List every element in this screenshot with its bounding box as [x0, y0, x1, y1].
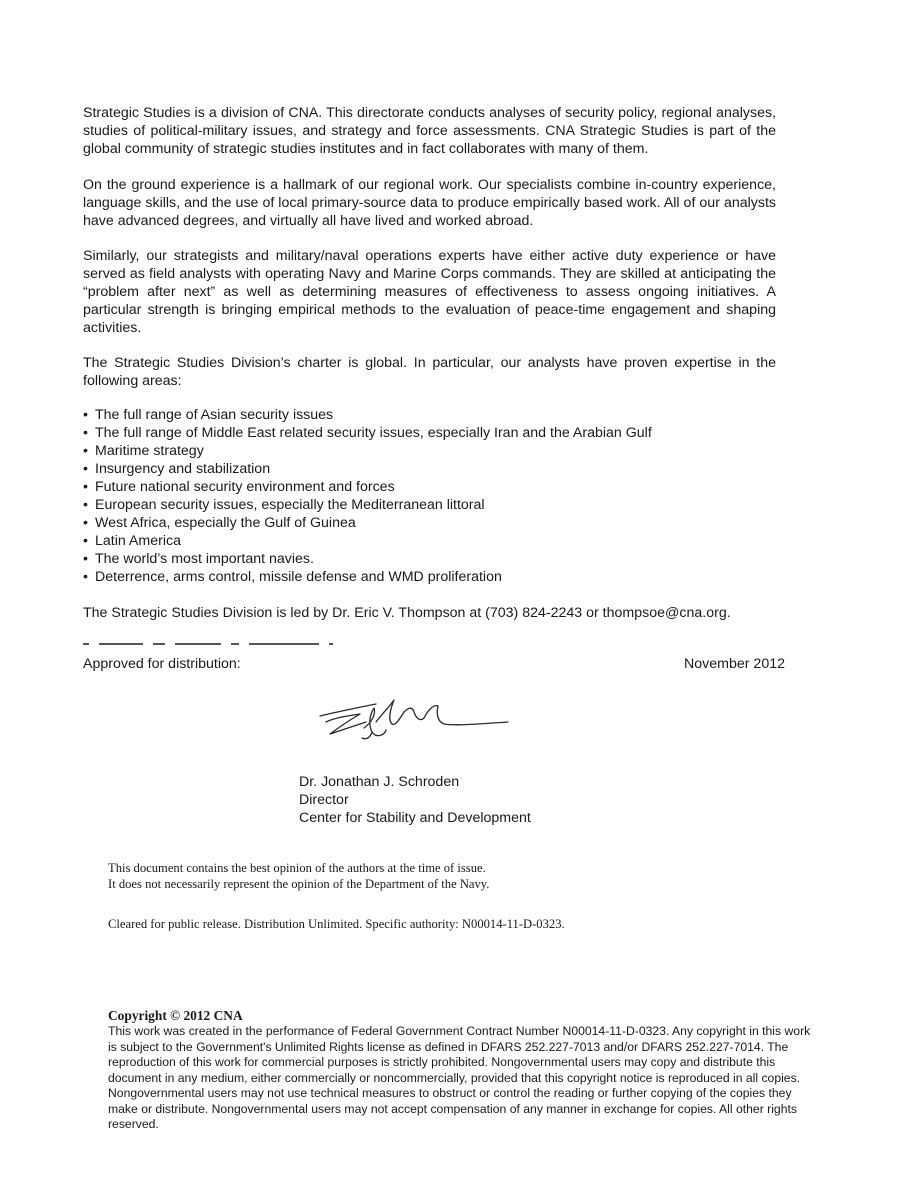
expertise-list: [83, 406, 783, 586]
disclaimer-line-1: This document contains the best opinion of the authors at the time of issue.: [108, 861, 486, 875]
list-item: • The full range of Middle East related security issues, especially Iran and the Arabian Gulf: [83, 425, 652, 441]
approval-label: Approved for distribution:: [83, 656, 241, 672]
intro-paragraph-4: The Strategic Studies Division’s charter is global. In particular, our analysts have proven expertise in the following areas:: [83, 355, 776, 389]
bullet-icon: •: [83, 425, 88, 441]
list-item: • Latin America: [83, 533, 181, 549]
signer-title: Director: [299, 792, 349, 808]
release-statement: Cleared for public release. Distribution Unlimited. Specific authority: N00014-11-D-0323.: [108, 917, 565, 931]
list-item: • Maritime strategy: [83, 443, 204, 459]
signer-name: Dr. Jonathan J. Schroden: [299, 774, 460, 790]
approval-date: November 2012: [684, 656, 785, 672]
bullet-icon: •: [83, 569, 88, 585]
intro-paragraph-1: Strategic Studies is a division of CNA. This directorate conducts analyses of security policy, regional analyses, studies of political-military issues, and strategy and force assessments. CNA Strategic Studies is part of the global community of strategic studies institutes and in fact collaborates with many of them.: [83, 105, 776, 157]
list-item: • European security issues, especially the Mediterranean littoral: [83, 497, 485, 513]
disclaimer-line-2: It does not necessarily represent the opinion of the Department of the Navy.: [108, 877, 490, 891]
list-item: • Future national security environment and forces: [83, 479, 395, 495]
bullet-icon: •: [83, 461, 88, 477]
bullet-icon: •: [83, 533, 88, 549]
disclaimer-block: [108, 860, 489, 892]
intro-paragraph-3: Similarly, our strategists and military/naval operations experts have either active duty experience or have served as field analysts with operating Navy and Marine Corps commands. They are skilled at anticipating the “problem after next” as well as determining measures of effectiveness to assess ongoing initiatives. A particular strength is bringing empirical methods to the evaluation of peace-time engagement and shaping activities.: [83, 248, 776, 336]
list-item: • Insurgency and stabilization: [83, 461, 271, 477]
list-item: • The full range of Asian security issues: [83, 407, 334, 423]
signature-icon: [316, 692, 516, 744]
truncated-text-line: [83, 640, 403, 646]
bullet-icon: •: [83, 551, 88, 567]
copyright-text: This work was created in the performance of Federal Government Contract Number N00014-11-D-0323. Any copyright in this work is subject to the Government's Unlimited Rights license as defined in DFARS 252.227-7013 and/or DFARS 252.227-7014. The reproduction of this work for commercial purposes is strictly prohibited. Nongovernmental users may copy and distribute this document in any medium, either commercially or noncommercially, provided that this copyright notice is reproduced in all copies. Nongovernmental users may not use technical measures to obstruct or control the reading or further copying of the copies they make or distribute. Nongovernmental users may not accept compensation of any manner in exchange for copies. All other rights reserved.: [108, 1024, 811, 1131]
signer-org: Center for Stability and Development: [299, 810, 531, 826]
bullet-icon: •: [83, 497, 88, 513]
bullet-icon: •: [83, 479, 88, 495]
signer-block: [299, 773, 531, 827]
list-item: • West Africa, especially the Gulf of Guinea: [83, 515, 356, 531]
contact-line: The Strategic Studies Division is led by Dr. Eric V. Thompson at (703) 824-2243 or thompsoe@cna.org.: [83, 605, 731, 621]
list-item: • The world’s most important navies.: [83, 551, 314, 567]
bullet-icon: •: [83, 443, 88, 459]
copyright-title: Copyright © 2012 CNA: [108, 1008, 243, 1023]
bullet-icon: •: [83, 515, 88, 531]
list-item: • Deterrence, arms control, missile defense and WMD proliferation: [83, 569, 502, 585]
intro-paragraph-2: On the ground experience is a hallmark of our regional work. Our specialists combine in-country experience, language skills, and the use of local primary-source data to produce empirically based work. All of our analysts have advanced degrees, and virtually all have lived and worked abroad.: [83, 177, 776, 229]
bullet-icon: •: [83, 407, 88, 423]
